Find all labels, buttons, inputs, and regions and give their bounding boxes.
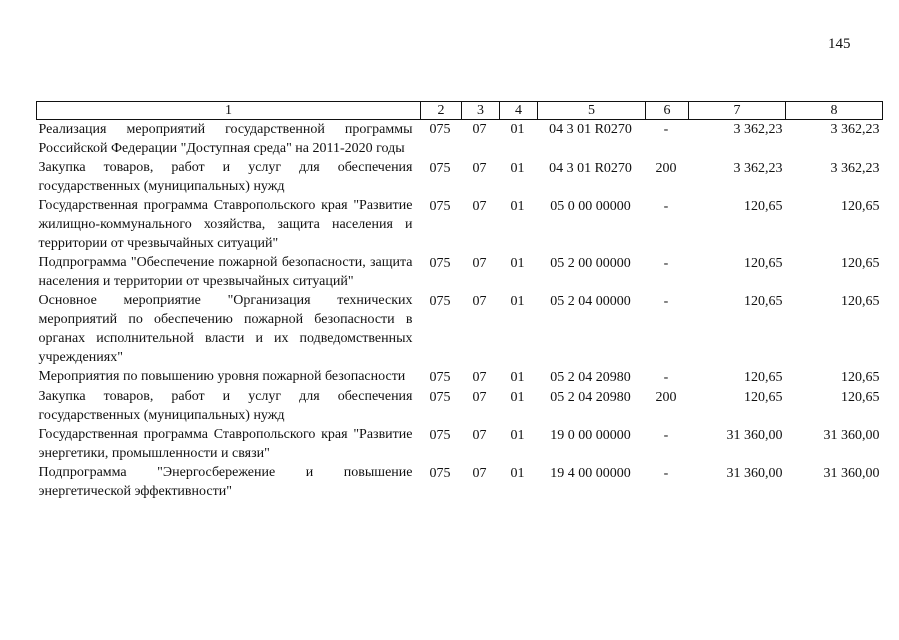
subsection-code: 01 — [510, 199, 525, 214]
amount-year-1: 120,65 — [744, 370, 783, 385]
table-row — [37, 463, 883, 501]
row-name: Основное мероприятие "Организация технических мероприятий по обеспечению пожарной безопасности в органах исполнительной власти и их подведомственных учреждениях" — [38, 293, 413, 365]
row-name: Реализация мероприятий государственной программы Российской Федерации "Доступная среда" на 2011-2020 годы — [38, 122, 413, 156]
subsection-code: 01 — [510, 122, 525, 137]
amount-year-1: 3 362,23 — [733, 122, 783, 137]
header-col-8: 8 — [786, 102, 883, 120]
subsection-code: 01 — [510, 294, 525, 309]
amount-year-2: 3 362,23 — [830, 122, 880, 137]
amount-year-1: 31 360,00 — [726, 466, 783, 481]
amount-year-1: 120,65 — [744, 199, 783, 214]
amount-year-2: 120,65 — [841, 199, 880, 214]
amount-year-1: 120,65 — [744, 256, 783, 271]
section-code: 07 — [472, 199, 487, 214]
row-name: Государственная программа Ставропольского края "Развитие энергетики, промышленности и связи" — [38, 427, 413, 461]
table-row — [37, 291, 883, 367]
section-code: 07 — [472, 370, 487, 385]
table-row — [37, 158, 883, 196]
amount-year-2: 120,65 — [841, 370, 880, 385]
amount-year-1: 120,65 — [744, 390, 783, 405]
expense-type: - — [663, 256, 669, 271]
amount-year-1: 120,65 — [744, 294, 783, 309]
target-article: 05 2 00 00000 — [550, 256, 631, 271]
subsection-code: 01 — [510, 390, 525, 405]
target-article: 05 2 04 00000 — [550, 294, 631, 309]
section-code: 07 — [472, 390, 487, 405]
row-name: Мероприятия по повышению уровня пожарной безопасности — [38, 369, 406, 384]
ministry-code: 075 — [429, 390, 451, 405]
table-row — [37, 367, 883, 387]
table-row — [37, 253, 883, 291]
amount-year-2: 31 360,00 — [823, 428, 880, 443]
header-col-2: 2 — [421, 102, 462, 120]
section-code: 07 — [472, 161, 487, 176]
ministry-code: 075 — [429, 256, 451, 271]
target-article: 04 3 01 R0270 — [549, 122, 632, 137]
header-col-7: 7 — [689, 102, 786, 120]
table-row — [37, 425, 883, 463]
row-name: Подпрограмма "Энергосбережение и повышение энергетической эффективности" — [38, 465, 413, 499]
page-number: 145 — [828, 36, 851, 52]
subsection-code: 01 — [510, 428, 525, 443]
table-body — [37, 120, 883, 502]
section-code: 07 — [472, 294, 487, 309]
target-article: 19 0 00 00000 — [550, 428, 631, 443]
table-header — [37, 102, 883, 120]
header-col-1: 1 — [37, 102, 421, 120]
table-row — [37, 196, 883, 253]
target-article: 05 2 04 20980 — [550, 370, 631, 385]
ministry-code: 075 — [429, 428, 451, 443]
expense-type: - — [663, 428, 669, 443]
amount-year-1: 31 360,00 — [726, 428, 783, 443]
header-row — [37, 102, 883, 120]
ministry-code: 075 — [429, 161, 451, 176]
header-col-3: 3 — [462, 102, 500, 120]
budget-table — [36, 101, 883, 501]
ministry-code: 075 — [429, 199, 451, 214]
expense-type: - — [663, 199, 669, 214]
amount-year-2: 120,65 — [841, 294, 880, 309]
amount-year-2: 120,65 — [841, 256, 880, 271]
amount-year-2: 31 360,00 — [823, 466, 880, 481]
subsection-code: 01 — [510, 466, 525, 481]
row-name: Государственная программа Ставропольского края "Развитие жилищно-коммунального хозяйства, защита населения и территории от чрезвычайных ситуаций" — [38, 198, 413, 251]
table-row — [37, 120, 883, 159]
target-article: 05 0 00 00000 — [550, 199, 631, 214]
row-name: Закупка товаров, работ и услуг для обеспечения государственных (муниципальных) нужд — [38, 160, 413, 194]
amount-year-1: 3 362,23 — [733, 161, 783, 176]
section-code: 07 — [472, 256, 487, 271]
ministry-code: 075 — [429, 122, 451, 137]
section-code: 07 — [472, 428, 487, 443]
header-col-5: 5 — [538, 102, 646, 120]
row-name: Закупка товаров, работ и услуг для обеспечения государственных (муниципальных) нужд — [38, 389, 413, 423]
subsection-code: 01 — [510, 256, 525, 271]
target-article: 04 3 01 R0270 — [549, 161, 632, 176]
section-code: 07 — [472, 122, 487, 137]
expense-type: - — [663, 294, 669, 309]
row-name: Подпрограмма "Обеспечение пожарной безопасности, защита населения и территории от чрезвычайных ситуаций" — [38, 255, 413, 289]
section-code: 07 — [472, 466, 487, 481]
expense-type: 200 — [655, 390, 677, 405]
target-article: 19 4 00 00000 — [550, 466, 631, 481]
ministry-code: 075 — [429, 466, 451, 481]
expense-type: - — [663, 466, 669, 481]
expense-type: 200 — [655, 161, 677, 176]
ministry-code: 075 — [429, 370, 451, 385]
ministry-code: 075 — [429, 294, 451, 309]
expense-type: - — [663, 122, 669, 137]
subsection-code: 01 — [510, 161, 525, 176]
header-col-6: 6 — [646, 102, 689, 120]
target-article: 05 2 04 20980 — [550, 390, 631, 405]
expense-type: - — [663, 370, 669, 385]
subsection-code: 01 — [510, 370, 525, 385]
amount-year-2: 120,65 — [841, 390, 880, 405]
header-col-4: 4 — [500, 102, 538, 120]
table-row — [37, 387, 883, 425]
amount-year-2: 3 362,23 — [830, 161, 880, 176]
